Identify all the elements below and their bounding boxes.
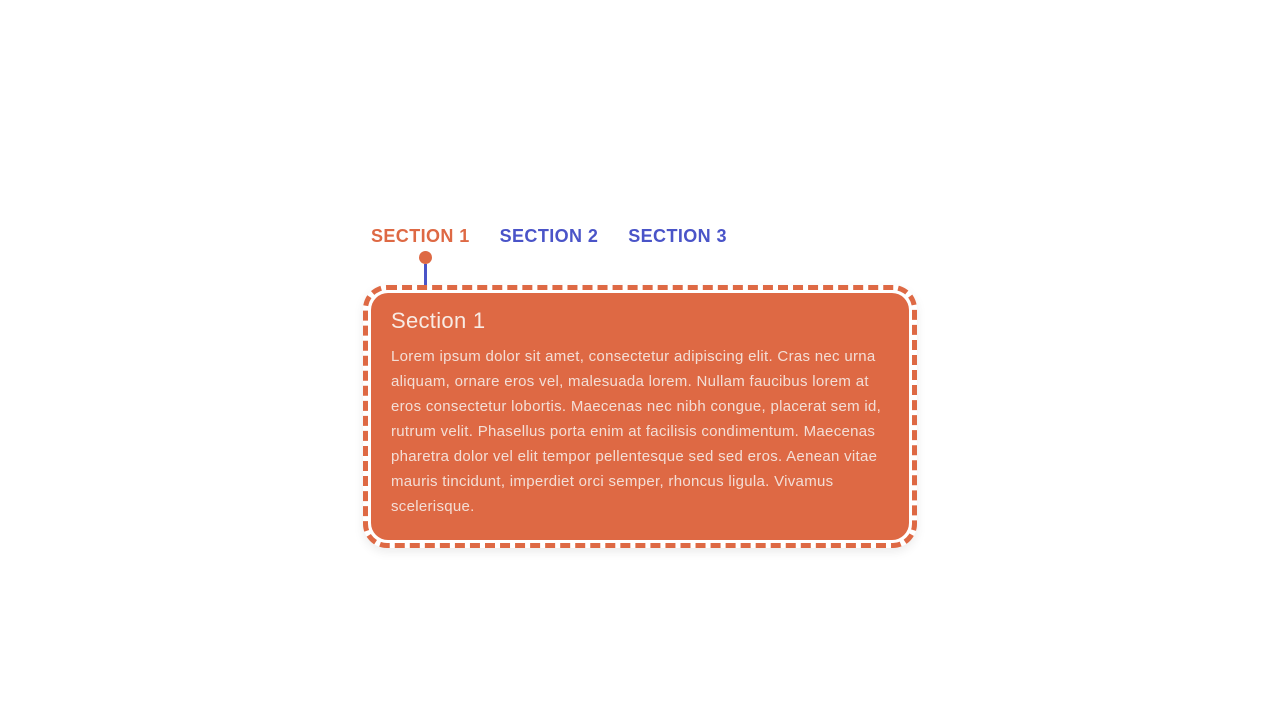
tab-section-3[interactable]: SECTION 3 [628,226,727,246]
tab-section-2[interactable]: SECTION 2 [499,226,599,246]
section-panel-inner [371,293,909,540]
pointer-dot-icon [419,251,432,264]
section-panel [363,285,917,548]
tab-bar [363,224,917,248]
tabbed-section-widget [363,224,917,548]
active-tab-pointer [418,251,432,285]
pointer-stem [424,264,427,285]
tab-section-1[interactable]: SECTION 1 [371,226,470,246]
section-panel-title: Section 1 [391,308,486,333]
section-panel-body: Lorem ipsum dolor sit amet, consectetur adipiscing elit. Cras nec urna aliquam, ornare eros vel, malesuada lorem. Nullam faucibus lorem at eros consectetur lobortis. Maecenas nec nibh congue, placerat sem id, rutrum velit. Phasellus porta enim at facilisis condimentum. Maecenas pharetra dolor vel elit tempor pellentesque sed sed eros. Aenean vitae mauris tincidunt, imperdiet orci semper, rhoncus ligula. Vivamus scelerisque. [391,348,882,515]
